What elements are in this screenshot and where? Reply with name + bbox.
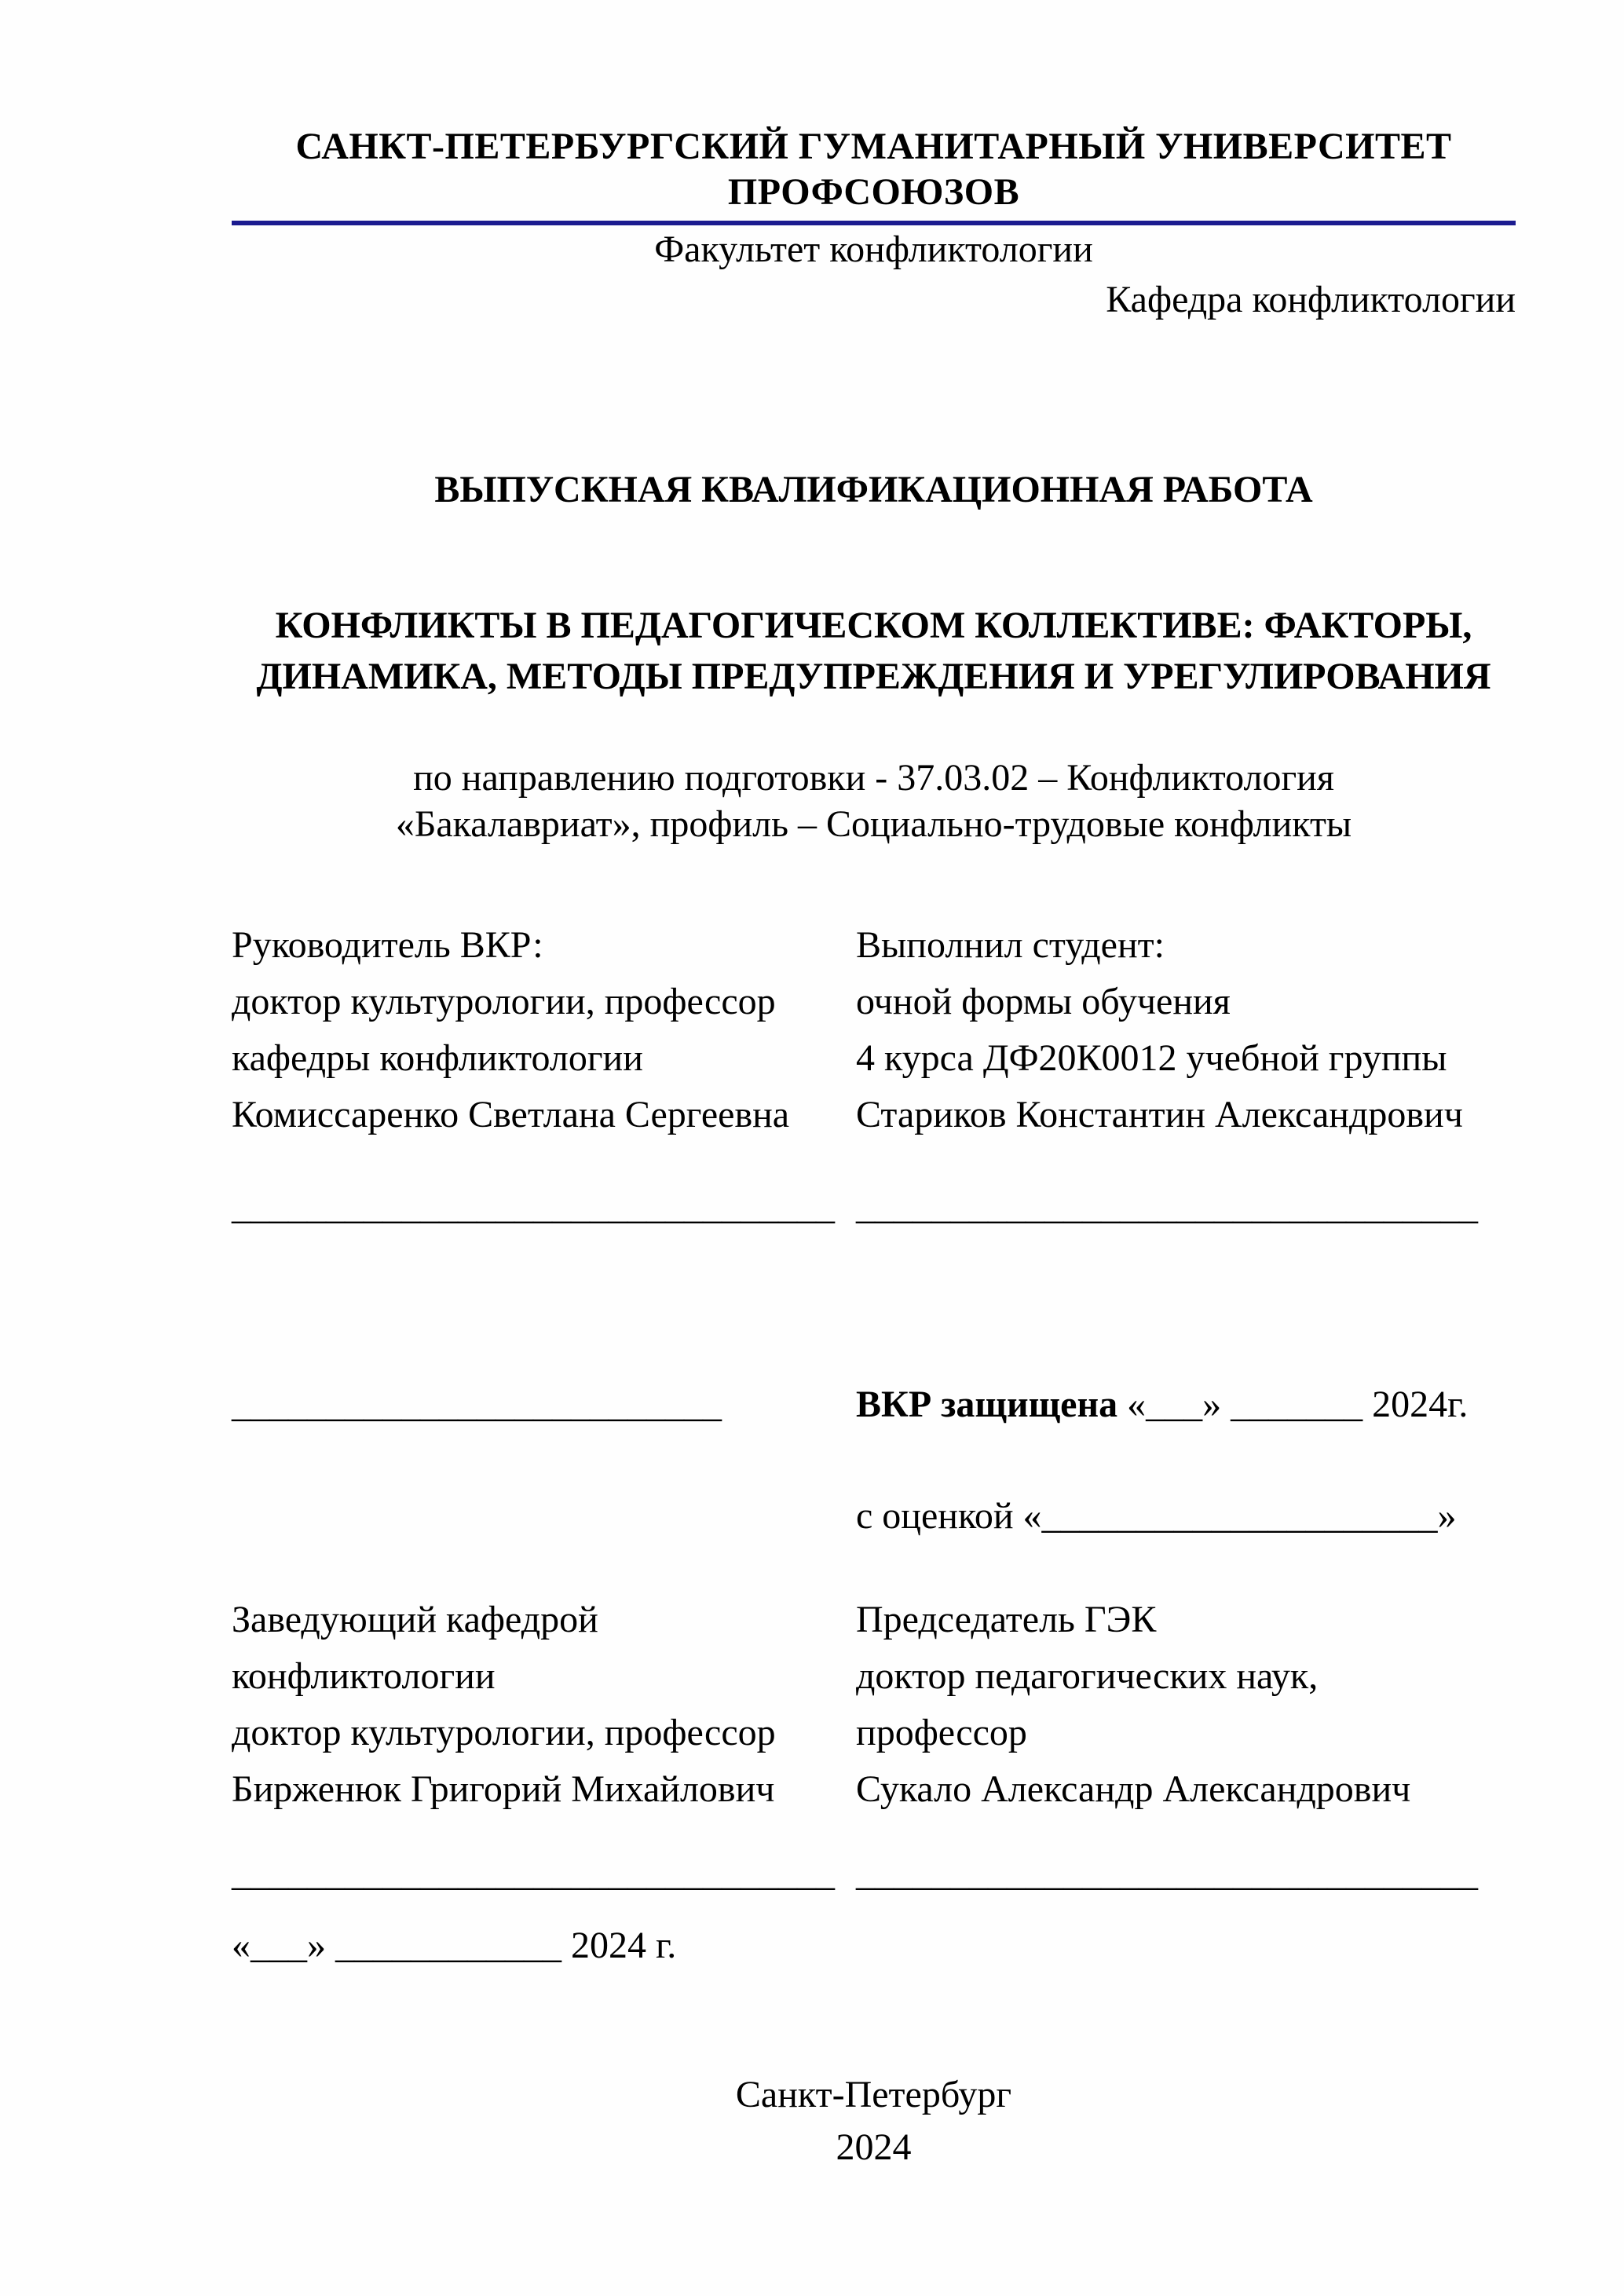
supervisor-column: [232, 917, 856, 1143]
head-chair-block: [232, 1592, 1516, 1818]
supervisor-student-block: [232, 917, 1516, 1143]
faculty-line: Факультет конфликтологии: [654, 229, 1093, 271]
supervisor-role-label: Руководитель ВКР:: [232, 923, 543, 966]
defense-date-blank: «___» _______ 2024г.: [1127, 1383, 1469, 1425]
head-role-line-2: конфликтологии: [232, 1654, 496, 1697]
gek-chair-column: [856, 1592, 1516, 1818]
footer-year: 2024: [836, 2126, 912, 2168]
head-role-line-1: Заведующий кафедрой: [232, 1598, 598, 1640]
chair-role-label: Председатель ГЭК: [856, 1598, 1157, 1640]
thesis-title: [232, 601, 1516, 703]
footer-city: Санкт-Петербург: [735, 2073, 1012, 2115]
thesis-title-line-1: КОНФЛИКТЫ В ПЕДАГОГИЧЕСКОМ КОЛЛЕКТИВЕ: ФАКТОРЫ,: [275, 604, 1472, 646]
thesis-title-line-2: ДИНАМИКА, МЕТОДЫ ПРЕДУПРЕЖДЕНИЯ И УРЕГУЛИРОВАНИЯ: [256, 655, 1491, 697]
chair-title-line: профессор: [856, 1711, 1027, 1753]
department-line: Кафедра конфликтологии: [1106, 278, 1516, 320]
chair-degree-line: доктор педагогических наук,: [856, 1654, 1319, 1697]
student-name: Стариков Константин Александрович: [856, 1093, 1463, 1135]
supervisor-degree-line: доктор культурологии, профессор: [232, 980, 776, 1022]
approval-signature-line: __________________________: [232, 1383, 722, 1425]
head-of-department-column: [232, 1592, 856, 1818]
defense-row: [232, 1377, 1516, 1433]
student-study-form-line: очной формы обучения: [856, 980, 1231, 1022]
university-name: САНКТ-ПЕТЕРБУРГСКИЙ ГУМАНИТАРНЫЙ УНИВЕРСИТЕТ ПРОФСОЮЗОВ: [295, 126, 1452, 213]
footer-block: [232, 2068, 1516, 2174]
supervisor-chair-line: кафедры конфликтологии: [232, 1036, 643, 1079]
student-role-label: Выполнил студент:: [856, 923, 1165, 966]
supervisor-name: Комиссаренко Светлана Сергеевна: [232, 1093, 790, 1135]
defense-statement: [856, 1377, 1468, 1433]
work-type-heading: ВЫПУСКНАЯ КВАЛИФИКАЦИОННАЯ РАБОТА: [434, 469, 1313, 511]
head-signature-line: ________________________________: [232, 1852, 835, 1894]
grade-line: с оценкой «_____________________»: [856, 1494, 1457, 1537]
chair-signature-line: _________________________________: [856, 1852, 1478, 1894]
signature-row-top: [232, 1179, 1516, 1235]
header-divider-rule: [232, 221, 1516, 225]
page-content: [232, 0, 1516, 2174]
supervisor-signature-line: ________________________________: [232, 1185, 835, 1227]
chair-name: Сукало Александр Александрович: [856, 1768, 1411, 1810]
study-direction: [232, 755, 1516, 848]
student-group-line: 4 курса ДФ20К0012 учебной группы: [856, 1036, 1447, 1079]
study-direction-line-1: по направлению подготовки - 37.03.02 – Конфликтология: [413, 756, 1334, 799]
defense-label: ВКР защищена: [856, 1383, 1118, 1425]
approval-date-line: «___» ____________ 2024 г.: [232, 1924, 677, 1966]
student-column: [856, 917, 1516, 1143]
study-direction-line-2: «Бакалавриат», профиль – Социально-трудовые конфликты: [395, 803, 1352, 846]
head-name: Бирженюк Григорий Михайлович: [232, 1768, 775, 1810]
signature-row-bottom: [232, 1845, 1516, 1902]
student-signature-line: _________________________________: [856, 1185, 1478, 1227]
head-degree-line: доктор культурологии, профессор: [232, 1711, 776, 1753]
